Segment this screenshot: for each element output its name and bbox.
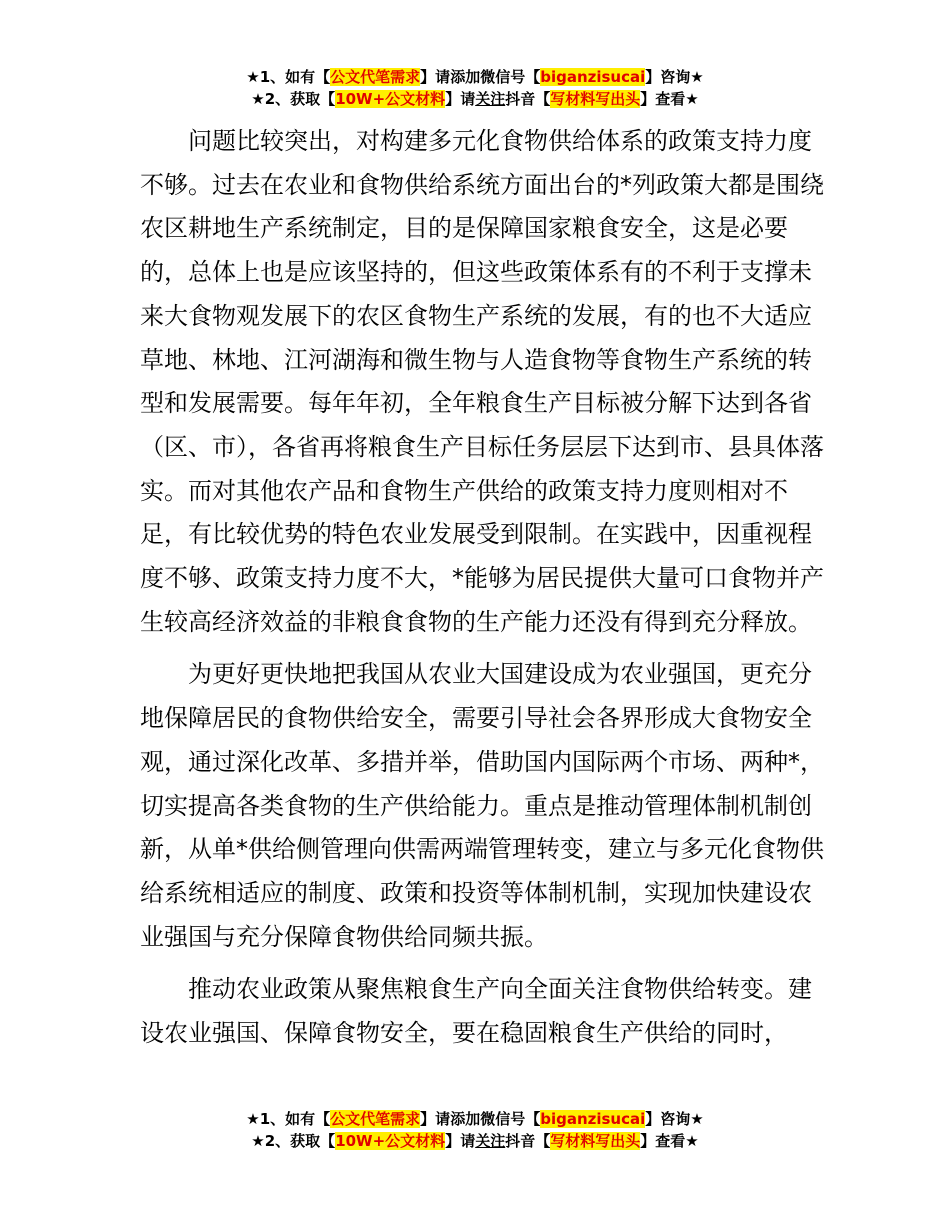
banner-highlight: 10W+公文材料 <box>335 1132 446 1150</box>
banner-text: 】请 <box>445 90 476 108</box>
banner-text: 微信号【 <box>480 68 541 86</box>
banner-highlight: 10W+公文材料 <box>335 90 446 108</box>
banner-highlight: biganzisucai <box>540 68 646 86</box>
banner-text: ★2、获取【 <box>251 1132 336 1150</box>
banner-text: 微信号【 <box>480 1110 541 1128</box>
banner-highlight: 公文代笔需求 <box>330 68 421 86</box>
banner-highlight: 公文代笔需求 <box>330 1110 421 1128</box>
banner-line-1 <box>0 1108 950 1130</box>
banner-text: ★1、如有【 <box>246 1110 331 1128</box>
footer-banner <box>0 1108 950 1152</box>
banner-emphasis: 添加 <box>450 68 481 86</box>
banner-highlight: 写材料写出头 <box>550 90 641 108</box>
paragraph: 为更好更快地把我国从农业大国建设成为农业强国，更充分地保障居民的食物供给安全，需要引导社会各界形成大食物安全观，通过深化改革、多措并举，借助国内国际两个市场、两种*，切实提高各类食物的生产供给能力。重点是推动管理体制机制创新，从单*供给侧管理向供需两端管理转变，建立与多元化食物供给系统相适应的制度、政策和投资等体制机制，实现加快建设农业强国与充分保障食物供给同频共振。 <box>140 660 824 951</box>
paragraph: 推动农业政策从聚焦粮食生产向全面关注食物供给转变。建设农业强国、保障食物安全，要在稳固粮食生产供给的同时， <box>140 975 812 1048</box>
banner-text: ★2、获取【 <box>251 90 336 108</box>
banner-text: 抖音【 <box>505 90 551 108</box>
banner-emphasis: 关注 <box>475 90 506 108</box>
banner-highlight: 写材料写出头 <box>550 1132 641 1150</box>
banner-text: 】请 <box>420 68 451 86</box>
banner-highlight: biganzisucai <box>540 1110 646 1128</box>
banner-line-2 <box>0 88 950 110</box>
banner-text: 】请 <box>420 1110 451 1128</box>
banner-text: 】咨询★ <box>645 68 704 86</box>
banner-line-1 <box>0 66 950 88</box>
banner-text: 抖音【 <box>505 1132 551 1150</box>
banner-text: 】查看★ <box>640 90 699 108</box>
header-banner <box>0 66 950 110</box>
banner-emphasis: 关注 <box>475 1132 506 1150</box>
banner-text: 】咨询★ <box>645 1110 704 1128</box>
banner-line-2 <box>0 1130 950 1152</box>
banner-text: 】查看★ <box>640 1132 699 1150</box>
banner-text: ★1、如有【 <box>246 68 331 86</box>
document-body <box>140 120 830 1065</box>
paragraph: 问题比较突出，对构建多元化食物供给体系的政策支持力度不够。过去在农业和食物供给系统方面出台的*列政策大都是围绕农区耕地生产系统制定，目的是保障国家粮食安全，这是必要的，总体上也是应该坚持的，但这些政策体系有的不利于支撑未来大食物观发展下的农区食物生产系统的发展，有的也不大适应草地、林地、江河湖海和微生物与人造食物等食物生产系统的转型和发展需要。每年年初，全年粮食生产目标被分解下达到各省（区、市），各省再将粮食生产目标任务层层下达到市、县具体落实。而对其他农产品和食物生产供给的政策支持力度则相对不足，有比较优势的特色农业发展受到限制。在实践中，因重视程度不够、政策支持力度不大，*能够为居民提供大量可口食物并产生较高经济效益的非粮食食物的生产能力还没有得到充分释放。 <box>140 127 824 636</box>
banner-text: 】请 <box>445 1132 476 1150</box>
banner-emphasis: 添加 <box>450 1110 481 1128</box>
